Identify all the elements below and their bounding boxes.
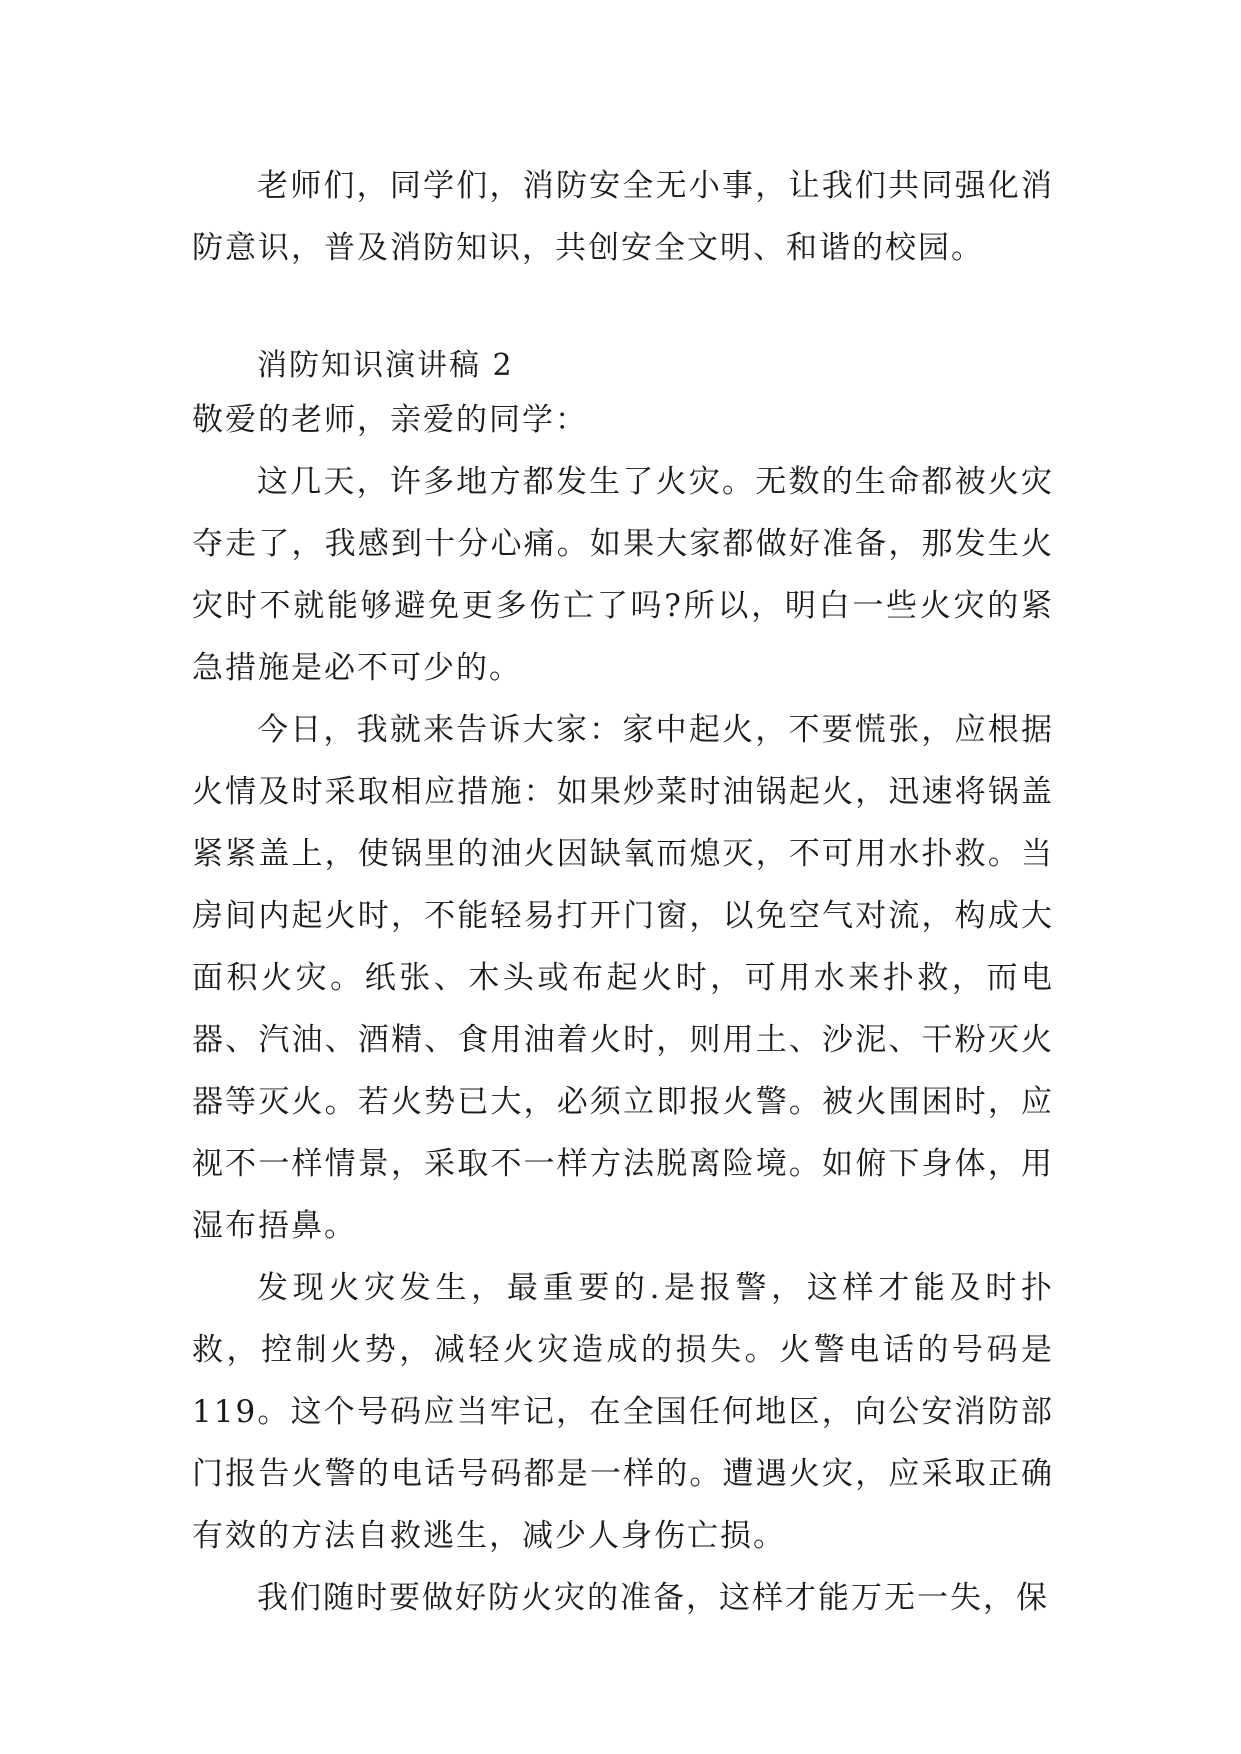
body-paragraph-4: 我们随时要做好防火灾的准备，这样才能万无一失，保 <box>257 1580 1049 1616</box>
intro-section <box>192 155 1054 279</box>
body-paragraph-3: 发现火灾发生，最重要的.是报警，这样才能及时扑救，控制火势，减轻火灾造成的损失。火警电话的号码是 119。这个号码应当牢记，在全国任何地区，向公安消防部门报告火警的电话号码都是一样的。遭遇火灾，应采取正确有效的方法自救逃生，减少人身伤亡损。 <box>192 1270 1054 1554</box>
body-paragraph-2: 今日，我就来告诉大家：家中起火，不要慌张，应根据火情及时采取相应措施：如果炒菜时油锅起火，迅速将锅盖紧紧盖上，使锅里的油火因缺氧而熄灭，不可用水扑救。当房间内起火时，不能轻易打开门窗，以免空气对流，构成大面积火灾。纸张、木头或布起火时，可用水来扑救，而电器、汽油、酒精、食用油着火时，则用土、沙泥、干粉灭火器等灭火。若火势已大，必须立即报火警。被火围困时，应视不一样情景，采取不一样方法脱离险境。如俯下身体，用湿布捂鼻。 <box>192 712 1054 1244</box>
intro-paragraph: 老师们，同学们，消防安全无小事，让我们共同强化消防意识，普及消防知识，共创安全文明、和谐的校园。 <box>192 168 1054 266</box>
section-heading: 消防知识演讲稿 2 <box>257 348 514 383</box>
body-paragraph-1: 这几天，许多地方都发生了火灾。无数的生命都被火灾夺走了，我感到十分心痛。如果大家都做好准备，那发生火灾时不就能够避免更多伤亡了吗?所以，明白一些火灾的紧急措施是必不可少的。 <box>192 464 1054 686</box>
speech-body <box>192 389 1054 1629</box>
salutation: 敬爱的老师，亲爱的同学： <box>192 402 588 438</box>
